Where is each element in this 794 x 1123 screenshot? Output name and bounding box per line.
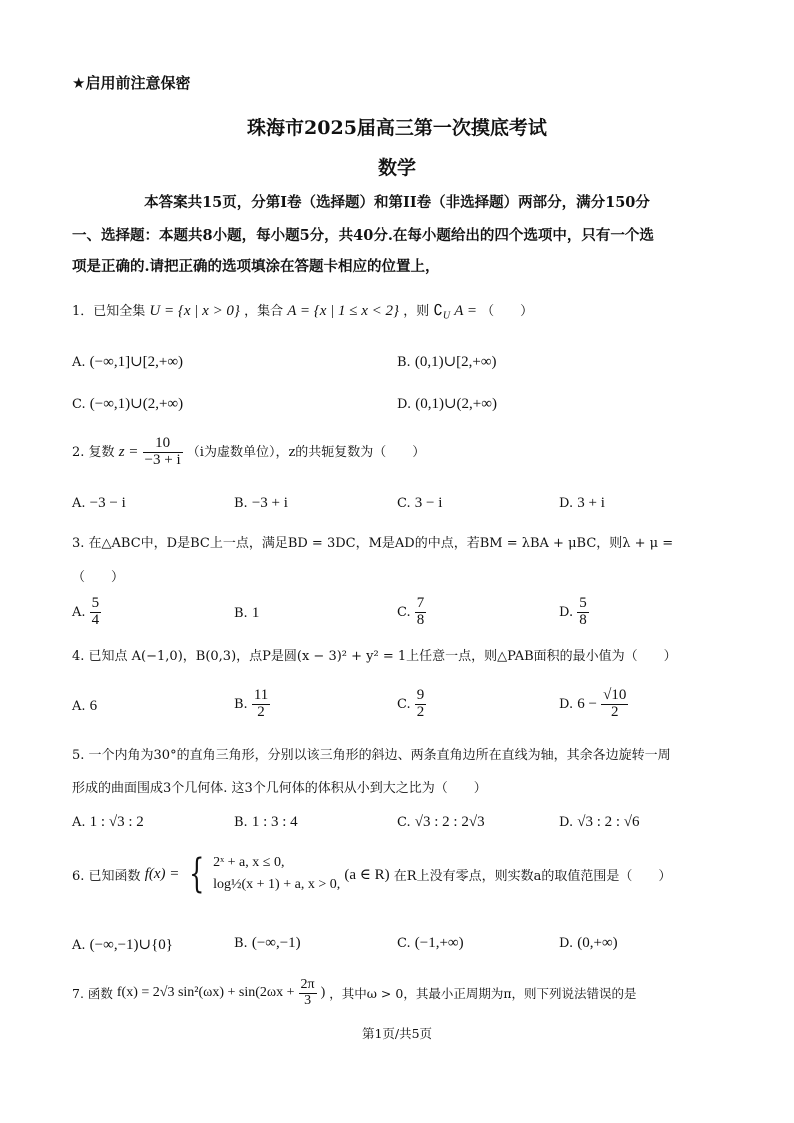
option-prefix: 6 − <box>577 695 597 712</box>
q2-option-d[interactable] <box>559 495 605 512</box>
question-3-line2: （ ） <box>72 570 125 585</box>
q7-frac-num: 2π <box>300 977 315 992</box>
question-5-line2: 形成的曲面围成3个几何体. 这3个几何体的体积从小到大之比为（ ） <box>72 781 487 796</box>
option-label: C. <box>397 696 411 712</box>
q3-option-c[interactable] <box>397 596 426 629</box>
q2-option-c[interactable] <box>397 495 442 512</box>
question-2 <box>72 436 425 469</box>
q6-tail: 在R上没有零点，则实数a的取值范围是（ ） <box>393 868 672 884</box>
q6-condition: (a ∈ R) <box>344 866 390 883</box>
option-text: 1 : √3 : 2 <box>89 814 144 830</box>
question-4: 4. 已知点 A(−1,0)，B(0,3)，点P是圆(x − 3)² + y² = 1上任意一点，则△PAB面积的最小值为（ ） <box>72 649 677 664</box>
option-label: C. <box>397 936 411 951</box>
q1-set-u: U = {x | x > 0} <box>149 303 240 319</box>
option-label: B. <box>234 496 248 511</box>
q6-stem: 6. 已知函数 <box>72 868 141 884</box>
frac-num: 7 <box>416 595 425 611</box>
q1-option-b[interactable] <box>397 352 497 371</box>
q5-option-d[interactable] <box>559 814 640 831</box>
q7-frac-den: 3 <box>304 992 312 1008</box>
q2-frac-num: 10 <box>143 436 183 453</box>
q2-option-a[interactable] <box>72 495 126 512</box>
q1-mid: ，集合 <box>244 304 284 319</box>
q7-fraction <box>299 978 317 1008</box>
q2-frac-den: −3 + i <box>144 451 181 468</box>
option-label: D. <box>559 815 574 830</box>
q6-option-c[interactable] <box>397 935 464 952</box>
option-label: B. <box>397 355 411 370</box>
q2-z: z = <box>118 443 139 460</box>
option-label: D. <box>559 496 574 511</box>
frac-den: 2 <box>257 703 265 720</box>
option-label: D. <box>559 696 574 712</box>
exam-intro: 本答案共15页，分第I卷（选择题）和第II卷（非选择题）两部分，满分150分 <box>144 194 650 211</box>
section-instructions-line1: 一、选择题：本题共8小题，每小题5分，共40分.在每小题给出的四个选项中，只有一个选 <box>72 227 654 244</box>
q1-paren: （ ） <box>481 304 534 319</box>
option-text: (−∞,−1)∪{0} <box>89 937 173 953</box>
q1-complement-sub: U <box>442 310 451 322</box>
exam-title: 珠海市2025届高三第一次摸底考试 <box>247 117 547 139</box>
q6-option-a[interactable] <box>72 935 173 954</box>
option-text: −3 − i <box>89 495 126 511</box>
option-text: −3 + i <box>251 495 288 511</box>
frac-den: 8 <box>579 611 587 628</box>
frac-den: 2 <box>416 703 425 720</box>
option-label: A. <box>72 355 86 370</box>
q5-option-c[interactable] <box>397 814 485 831</box>
option-text: √3 : 2 : √6 <box>577 814 640 830</box>
q2-fraction <box>143 436 183 469</box>
frac-num: 5 <box>91 595 100 611</box>
q3-option-d[interactable] <box>559 596 589 629</box>
q7-stem: 7. 函数 <box>72 986 113 1002</box>
option-label: A. <box>72 496 86 511</box>
q6-piece-2: log½(x + 1) + a, x > 0, <box>213 877 341 893</box>
question-7 <box>72 978 637 1008</box>
frac-den: 2 <box>610 703 619 720</box>
q6-fx: f(x) = <box>144 865 180 882</box>
option-label: B. <box>234 815 248 830</box>
option-label: C. <box>397 604 411 620</box>
q4-option-a[interactable] <box>72 698 97 715</box>
option-fraction <box>90 596 102 629</box>
option-label: B. <box>234 696 248 712</box>
option-label: C. <box>397 815 411 830</box>
option-label: A. <box>72 815 86 830</box>
frac-num: √10 <box>603 687 627 703</box>
q5-option-b[interactable] <box>234 814 298 831</box>
option-fraction <box>252 688 270 721</box>
q7-close: ) <box>320 985 326 1001</box>
option-label: B. <box>234 606 248 621</box>
option-text: (0,1)∪[2,+∞) <box>414 354 497 370</box>
page-footer: 第1页/共5页 <box>361 1026 433 1041</box>
option-text: (0,+∞) <box>577 935 618 951</box>
option-fraction <box>415 596 427 629</box>
question-1 <box>72 300 533 322</box>
option-text: (−∞,−1) <box>251 935 301 951</box>
question-3-line1: 3. 在△ABC中，D是BC上一点，满足BD = 3DC，M是AD的中点，若BM = λBA + μBC，则λ + μ = <box>72 536 674 551</box>
option-text: (−∞,1)∪(2,+∞) <box>89 396 184 412</box>
q2-tail: （i为虚数单位），z的共轭复数为（ ） <box>186 444 426 460</box>
option-fraction <box>577 596 589 629</box>
q1-option-c[interactable] <box>72 394 183 413</box>
option-text: 3 + i <box>577 495 605 511</box>
q6-pieces <box>213 852 340 897</box>
option-text: 1 <box>251 605 260 621</box>
option-label: C. <box>72 397 86 412</box>
q3-option-a[interactable] <box>72 596 101 629</box>
q1-option-a[interactable] <box>72 352 183 371</box>
option-label: C. <box>397 496 411 511</box>
q1-set-a: A = {x | 1 ≤ x < 2} <box>287 303 400 319</box>
frac-num: 9 <box>416 687 425 703</box>
frac-den: 4 <box>91 611 100 628</box>
option-label: D. <box>559 936 574 951</box>
option-text: 3 − i <box>414 495 443 511</box>
q3-option-b[interactable] <box>234 605 259 622</box>
frac-den: 8 <box>416 611 425 628</box>
option-fraction <box>415 688 427 721</box>
question-6 <box>72 852 671 897</box>
frac-num: 11 <box>253 687 269 703</box>
option-text: (−1,+∞) <box>414 935 464 951</box>
q1-stem: 1．已知全集 <box>72 304 146 319</box>
exam-subject: 数学 <box>377 157 416 179</box>
option-label: A. <box>72 604 86 620</box>
option-label: D. <box>397 397 412 412</box>
frac-num: 5 <box>579 595 587 611</box>
q6-option-d[interactable] <box>559 935 618 952</box>
confidential-header: ★启用前注意保密 <box>72 74 191 92</box>
option-text: 1 : 3 : 4 <box>251 814 298 830</box>
option-text: (0,1)∪(2,+∞) <box>415 396 497 412</box>
option-label: D. <box>559 604 574 620</box>
q6-piece-1: 2ˣ + a, x ≤ 0, <box>213 855 285 870</box>
q1-complement-a: A = <box>454 303 478 319</box>
q6-brace-icon: { <box>188 851 204 898</box>
question-5-line1: 5. 一个内角为30°的直角三角形，分别以该三角形的斜边、两条直角边所在直线为轴，其余各边旋转一周 <box>72 748 671 763</box>
q5-option-a[interactable] <box>72 814 144 831</box>
q1-tail: ，则 <box>403 304 430 319</box>
q1-option-d[interactable] <box>397 394 497 413</box>
q6-option-b[interactable] <box>234 935 301 952</box>
option-text: √3 : 2 : 2√3 <box>414 814 485 830</box>
q1-complement: ∁ <box>433 303 443 319</box>
q4-option-b[interactable] <box>234 688 270 721</box>
option-label: B. <box>234 936 248 951</box>
option-label: A. <box>72 938 86 953</box>
q7-expr: f(x) = 2√3 sin²(ωx) + sin(2ωx + <box>116 985 295 1001</box>
q7-tail: ，其中ω > 0，其最小正周期为π，则下列说法错误的是 <box>329 986 637 1002</box>
option-fraction <box>601 688 628 721</box>
q2-option-b[interactable] <box>234 495 288 512</box>
option-text: 6 <box>89 698 98 714</box>
section-instructions-line2: 项是正确的.请把正确的选项填涂在答题卡相应的位置上， <box>72 258 440 275</box>
q2-stem: 2. 复数 <box>72 444 115 460</box>
option-text: (−∞,1]∪[2,+∞) <box>89 354 184 370</box>
option-label: A. <box>72 699 86 714</box>
q4-option-d[interactable] <box>559 688 628 721</box>
q4-option-c[interactable] <box>397 688 426 721</box>
